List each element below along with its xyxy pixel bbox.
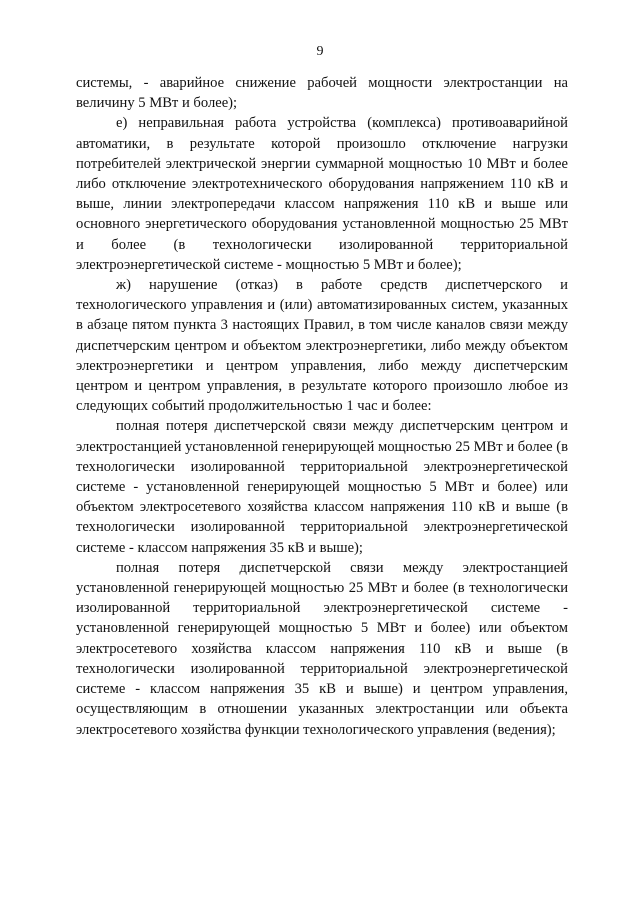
paragraph-subitem-control-loss: полная потеря диспетчерской связи между электростанцией установленной генерирующей мощностью 25 МВт и более (в технологически изолированной территориальной электроэнергетической системе - установленной генерирующей мощностью 5 МВт и более) или объектом электросетевого хозяйства классом напряжения 110 кВ и выше (в технологически изолированной территориальной электроэнергетической системе - классом напряжения 35 кВ и выше) и центром управления, осуществляющим в отношении указанных электростанции или объекта электросетевого хозяйства функции технологического управления (ведения); xyxy=(76,559,568,738)
page-number: 9 xyxy=(316,44,324,59)
document-body xyxy=(76,73,568,740)
paragraph-subitem-dispatch-loss: полная потеря диспетчерской связи между диспетчерским центром и электростанцией установленной генерирующей мощностью 25 МВт и более (в технологически изолированной территориальной электроэнергетической системе - установленной генерирующей мощностью 5 МВт и более) или объектом электросетевого хозяйства классом напряжения 110 кВ и выше (в технологически изолированной территориальной электроэнергетической системе - классом напряжения 35 кВ и выше); xyxy=(76,418,568,556)
paragraph-item-e: е) неправильная работа устройства (комплекса) противоаварийной автоматики, в результате которой произошло отключение нагрузки потребителей электрической энергии суммарной мощностью 10 МВт и более либо отключение электротехнического оборудования напряжением 110 кВ и выше, линии электропередачи классом напряжения 110 кВ и выше или основного энергетического оборудования установленной мощностью 25 МВт и более (в технологически изолированной территориальной электроэнергетической системе - мощностью 5 МВт и более); xyxy=(76,115,568,273)
paragraph-item-zh: ж) нарушение (отказ) в работе средств диспетчерского и технологического управления и (или) автоматизированных систем, указанных в абзаце пятом пункта 3 настоящих Правил, в том числе каналов связи между диспетчерским центром и объектом электроэнергетики, либо между объектом электроэнергетики и центром управления, либо между диспетчерским центром и центром управления, в результате которого произошло любое из следующих событий продолжительностью 1 час и более: xyxy=(76,277,568,415)
paragraph-continuation: системы, - аварийное снижение рабочей мощности электростанции на величину 5 МВт и более); xyxy=(76,75,568,112)
